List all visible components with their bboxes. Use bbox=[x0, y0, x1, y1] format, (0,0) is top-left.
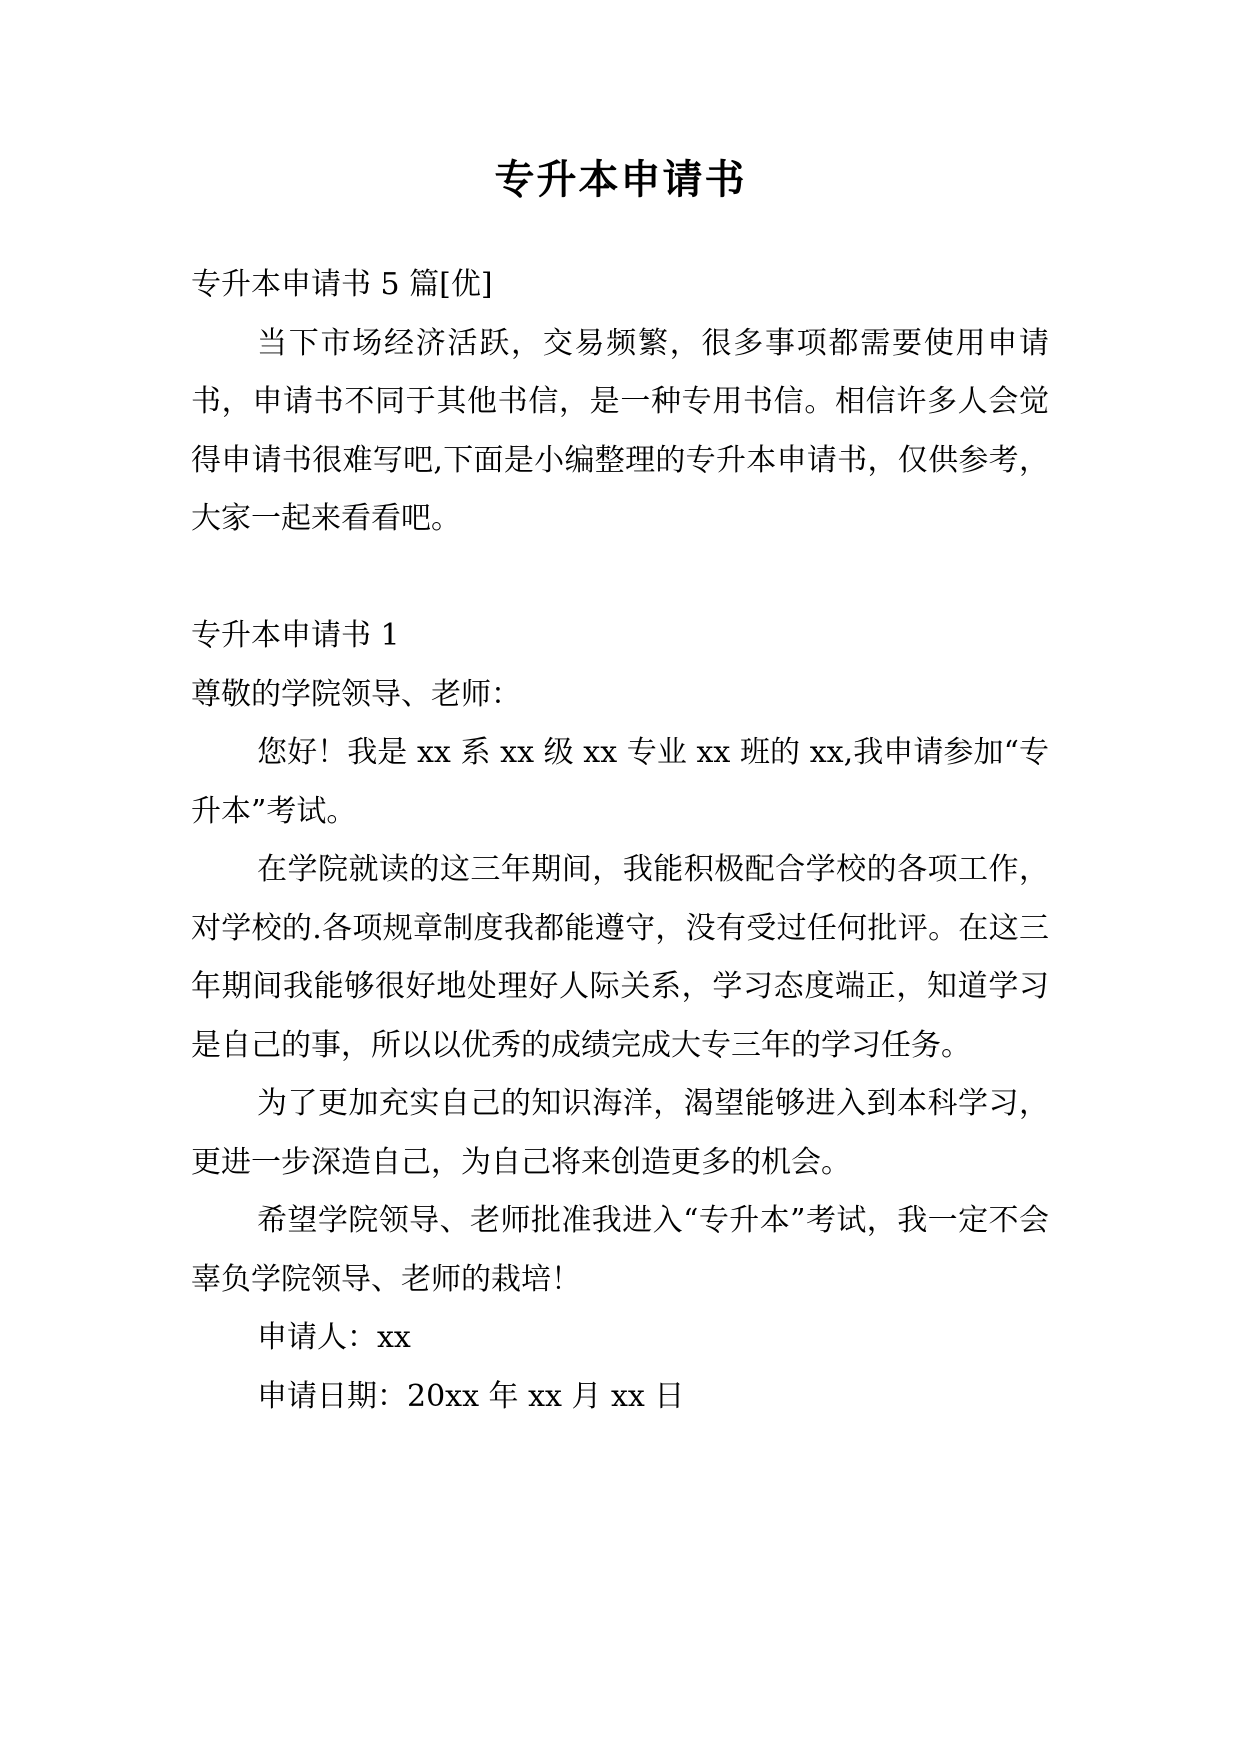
document-body bbox=[191, 256, 1049, 1426]
intro-paragraph: 当下市场经济活跃，交易频繁，很多事项都需要使用申请书，申请书不同于其他书信，是一种专用书信。相信许多人会觉得申请书很难写吧,下面是小编整理的专升本申请书，仅供参考，大家一起来看看吧。 bbox=[191, 325, 1049, 536]
body-paragraph: 希望学院领导、老师批准我进入“专升本”考试，我一定不会辜负学院领导、老师的栽培！ bbox=[191, 1203, 1049, 1297]
body-paragraph: 您好！我是 xx 系 xx 级 xx 专业 xx 班的 xx,我申请参加“专升本”考试。 bbox=[191, 735, 1049, 829]
document-title: 专升本申请书 bbox=[494, 157, 747, 203]
section-heading: 专升本申请书 1 bbox=[191, 618, 400, 653]
section-spacer bbox=[191, 549, 1049, 608]
date-line: 申请日期：20xx 年 xx 月 xx 日 bbox=[257, 1378, 685, 1414]
body-paragraph: 在学院就读的这三年期间，我能积极配合学校的各项工作，对学校的.各项规章制度我都能遵守，没有受过任何批评。在这三年期间我能够很好地处理好人际关系，学习态度端正，知道学习是自己的事，所以以优秀的成绩完成大专三年的学习任务。 bbox=[191, 852, 1049, 1063]
salutation: 尊敬的学院领导、老师： bbox=[191, 676, 521, 712]
applicant-line: 申请人：xx bbox=[257, 1320, 411, 1355]
body-paragraph: 为了更加充实自己的知识海洋，渴望能够进入到本科学习，更进一步深造自己，为自己将来创造更多的机会。 bbox=[191, 1086, 1049, 1180]
document-subtitle: 专升本申请书 5 篇[优] bbox=[191, 267, 493, 302]
